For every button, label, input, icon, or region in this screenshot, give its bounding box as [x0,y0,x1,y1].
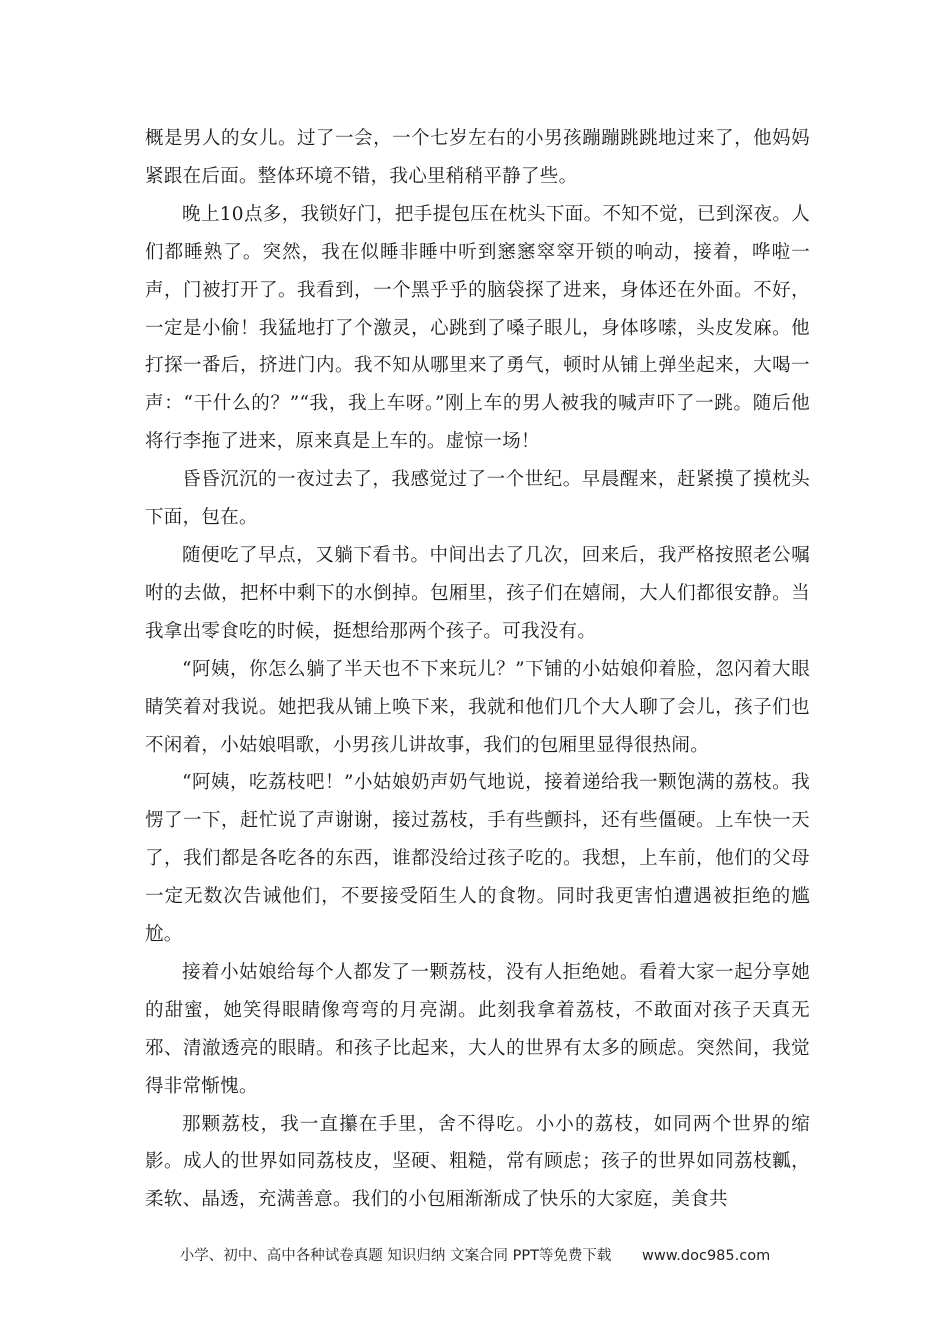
paragraph-5: “阿姨，你怎么躺了半天也不下来玩儿？”下铺的小姑娘仰着脸，忽闪着大眼睛笑着对我说。她把我从铺上唤下来，我就和他们几个大人聊了会儿，孩子们也不闲着，小姑娘唱歌，小男孩儿讲故事，我们的包厢里显得很热闹。 [145,658,810,756]
paragraph-2: 晚上10点多，我锁好门，把手提包压在枕头下面。不知不觉，已到深夜。人们都睡熟了。突然，我在似睡非睡中听到窸窸窣窣开锁的响动，接着，哗啦一声，门被打开了。我看到，一个黑乎乎的脑袋探了进来，身体还在外面。不好，一定是小偷！我猛地打了个激灵，心跳到了嗓子眼儿，身体哆嗦，头皮发麻。他打探一番后，挤进门内。我不知从哪里来了勇气，顿时从铺上弹坐起来，大喝一声：“干什么的？”“我，我上车呀。”刚上车的男人被我的喊声吓了一跳。随后他将行李拖了进来，原来真是上车的。虚惊一场！ [145,203,810,453]
paragraph-7: 接着小姑娘给每个人都发了一颗荔枝，没有人拒绝她。看着大家一起分享她的甜蜜，她笑得眼睛像弯弯的月亮湖。此刻我拿着荔枝，不敢面对孩子天真无邪、清澈透亮的眼睛。和孩子比起来，大人的世界有太多的顾虑。突然间，我觉得非常惭愧。 [145,961,810,1097]
paragraph-6: “阿姨，吃荔枝吧！”小姑娘奶声奶气地说，接着递给我一颗饱满的荔枝。我愣了一下，赶忙说了声谢谢，接过荔枝，手有些颤抖，还有些僵硬。上车快一天了，我们都是各吃各的东西，谁都没给过孩子吃的。我想，上车前，他们的父母一定无数次告诫他们，不要接受陌生人的食物。同时我更害怕遭遇被拒绝的尴尬。 [145,772,810,946]
footer-text: 小学、初中、高中各种试卷真题 知识归纳 文案合同 PPT等免费下载 [179,1248,612,1264]
footer-url: www.doc985.com [642,1248,771,1264]
paragraph-3: 昏昏沉沉的一夜过去了，我感觉过了一个世纪。早晨醒来，赶紧摸了摸枕头下面，包在。 [145,469,810,529]
paragraph-4: 随便吃了早点，又躺下看书。中间出去了几次，回来后，我严格按照老公嘱咐的去做，把杯中剩下的水倒掉。包厢里，孩子们在嬉闹，大人们都很安静。当我拿出零食吃的时候，挺想给那两个孩子。可我没有。 [145,544,810,642]
page-footer [0,1244,950,1265]
paragraph-1: 概是男人的女儿。过了一会，一个七岁左右的小男孩蹦蹦跳跳地过来了，他妈妈紧跟在后面。整体环境不错，我心里稍稍平静了些。 [145,128,810,187]
paragraph-8: 那颗荔枝，我一直攥在手里，舍不得吃。小小的荔枝，如同两个世界的缩影。成人的世界如同荔枝皮，坚硬、粗糙，常有顾虑；孩子的世界如同荔枝瓤，柔软、晶透，充满善意。我们的小包厢渐渐成了快乐的大家庭，美食共 [145,1113,810,1211]
article-body [145,120,810,1219]
